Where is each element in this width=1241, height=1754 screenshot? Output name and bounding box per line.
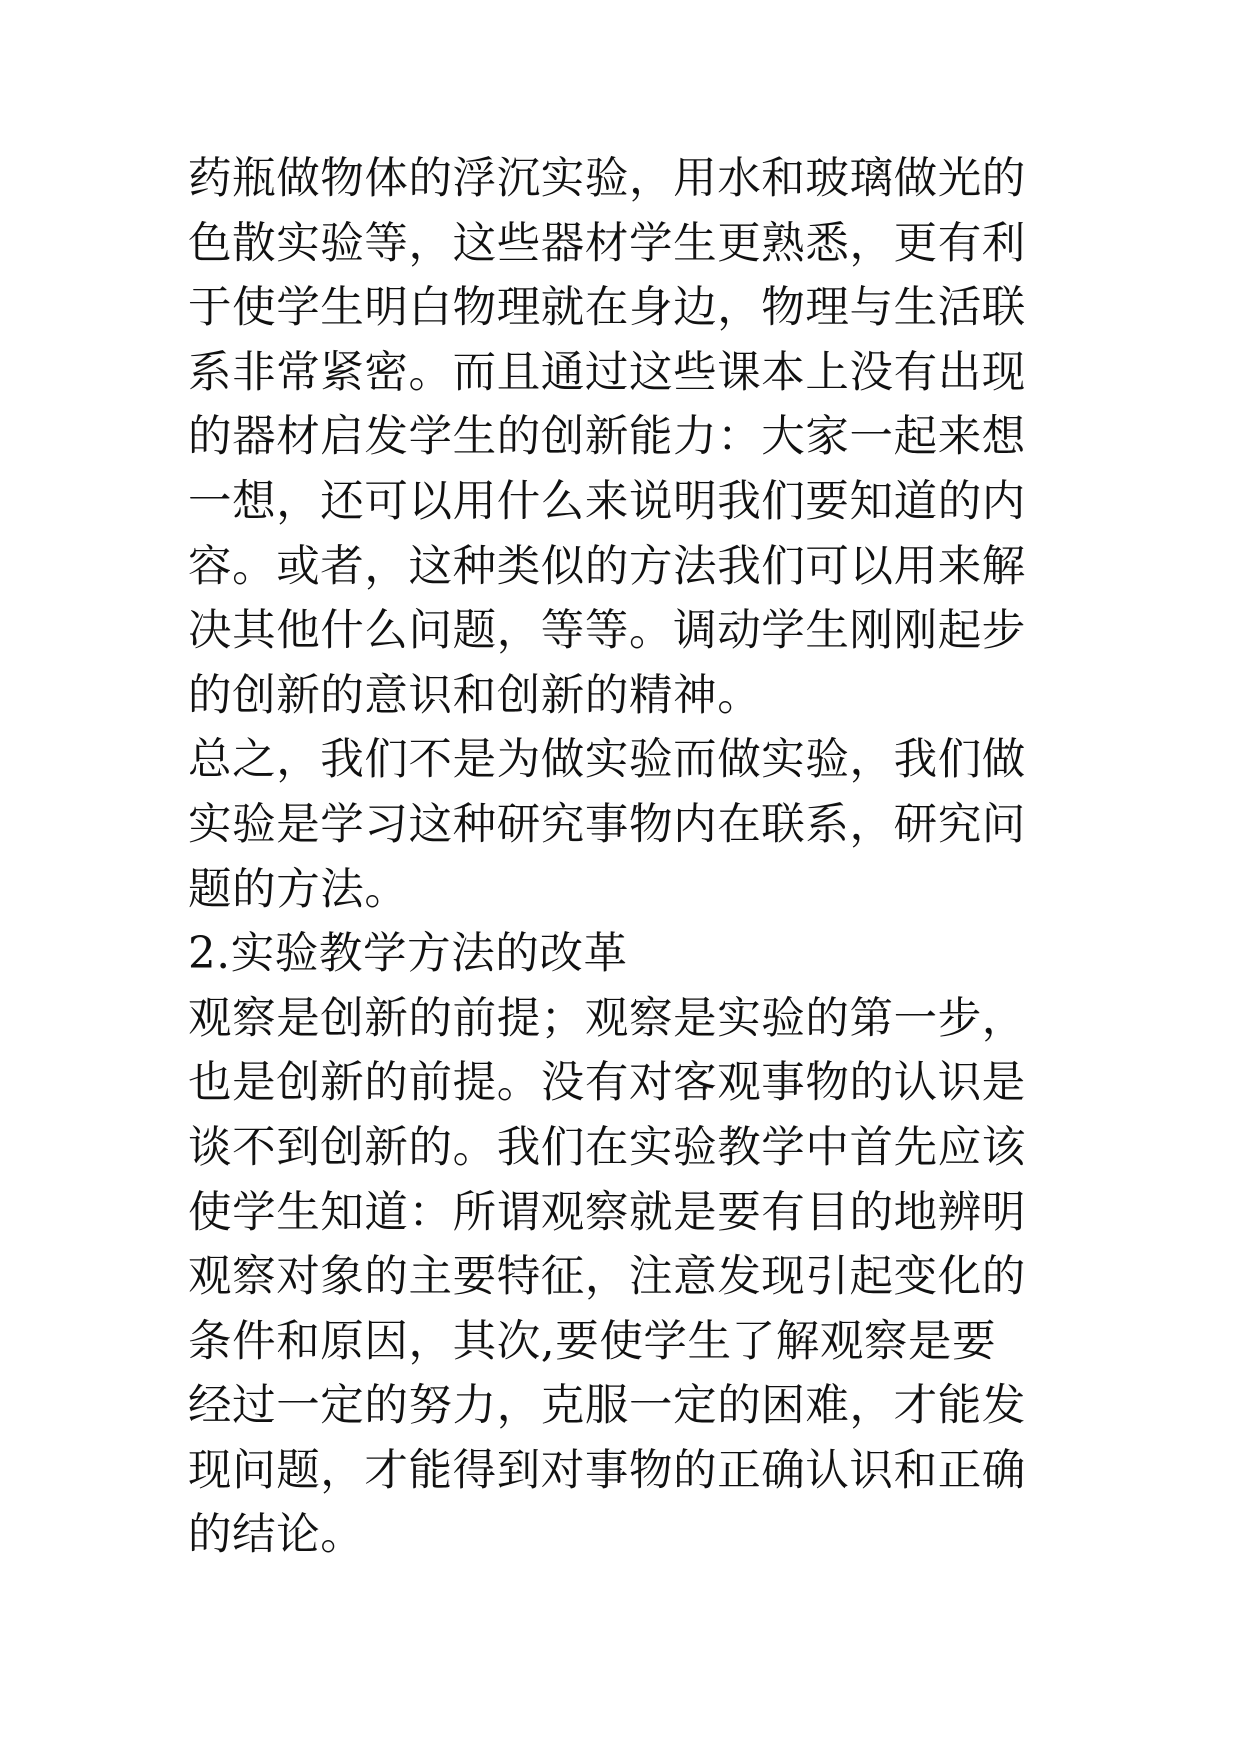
text-line: 一想，还可以用什么来说明我们要知道的内 <box>188 476 1026 527</box>
text-line: 容。或者，这种类似的方法我们可以用来解 <box>188 541 1026 592</box>
text-line: 也是创新的前提。没有对客观事物的认识是 <box>188 1058 1026 1109</box>
text-line: 观察对象的主要特征，注意发现引起变化的 <box>188 1252 1026 1303</box>
text-line: 的器材启发学生的创新能力：大家一起来想 <box>188 412 1026 463</box>
text-line: 于使学生明白物理就在身边，物理与生活联 <box>188 283 1026 334</box>
body-text <box>188 147 1068 1568</box>
text-line: 总之，我们不是为做实验而做实验，我们做 <box>188 735 1026 786</box>
text-line: 药瓶做物体的浮沉实验，用水和玻璃做光的 <box>188 154 1026 204</box>
text-line: 经过一定的努力，克服一定的困难，才能发 <box>188 1381 1026 1432</box>
text-line: 实验是学习这种研究事物内在联系，研究问 <box>188 799 1026 850</box>
section-heading: 2.实验教学方法的改革 <box>188 929 628 980</box>
text-line: 条件和原因，其次,要使学生了解观察是要 <box>188 1316 997 1367</box>
text-line: 系非常紧密。而且通过这些课本上没有出现 <box>188 347 1026 398</box>
text-line: 的创新的意识和创新的精神。 <box>188 670 762 721</box>
text-line: 色散实验等，这些器材学生更熟悉，更有利 <box>188 218 1026 269</box>
text-line: 使学生知道：所谓观察就是要有目的地辨明 <box>188 1187 1026 1238</box>
text-line: 决其他什么问题，等等。调动学生刚刚起步 <box>188 606 1026 657</box>
text-line: 谈不到创新的。我们在实验教学中首先应该 <box>188 1122 1026 1173</box>
text-line: 现问题，才能得到对事物的正确认识和正确 <box>188 1445 1026 1496</box>
text-line: 的结论。 <box>188 1510 365 1561</box>
text-line: 题的方法。 <box>188 864 409 915</box>
text-line: 观察是创新的前提；观察是实验的第一步， <box>188 993 1026 1044</box>
